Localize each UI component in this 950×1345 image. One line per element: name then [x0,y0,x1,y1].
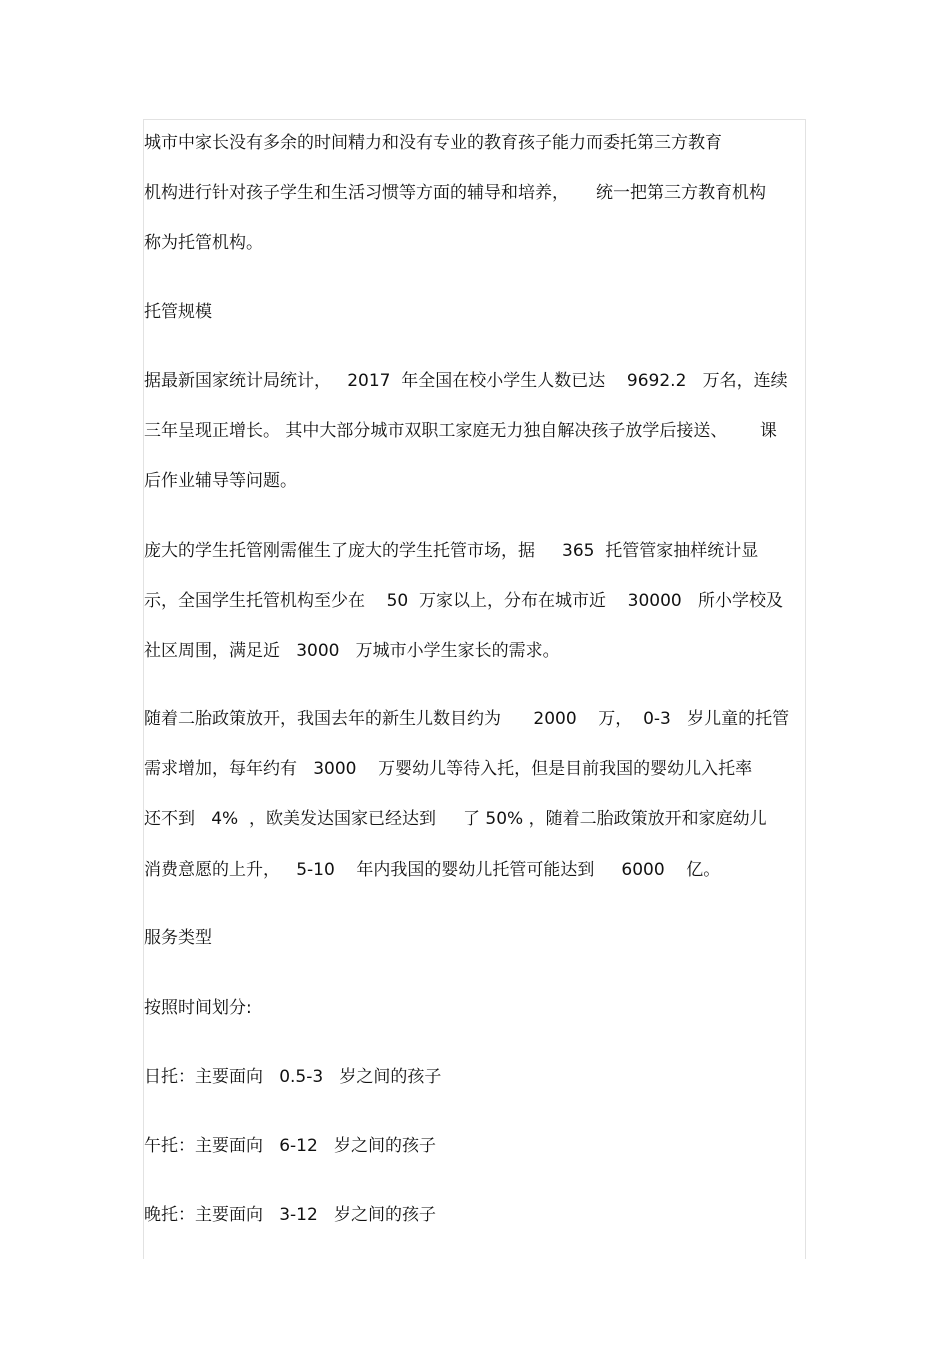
scale-para-3-line-4: 消费意愿的上升， 5-10 年内我国的婴幼儿托管可能达到 6000 亿。 [144,860,721,880]
scale-para-3-line-1: 随着二胎政策放开，我国去年的新生儿数目约为 2000 万， 0-3 岁儿童的托管 [144,709,790,729]
time-division-label: 按照时间划分: [144,998,252,1018]
scale-para-1-line-3: 后作业辅导等问题。 [144,471,297,491]
scale-para-2-line-2: 示，全国学生托管机构至少在 50 万家以上，分布在城市近 30000 所小学校及 [144,591,783,611]
intro-line-3: 称为托管机构。 [144,233,263,253]
scale-para-2-line-1: 庞大的学生托管刚需催生了庞大的学生托管市场，据 365 托管管家抽样统计显 [144,541,759,561]
scale-para-3-line-2: 需求增加，每年约有 3000 万婴幼儿等待入托，但是目前我国的婴幼儿入托率 [144,759,753,779]
intro-line-1: 城市中家长没有多余的时间精力和没有专业的教育孩子能力而委托第三方教育 [144,133,722,153]
list-item-evening-care: 晚托：主要面向 3-12 岁之间的孩子 [144,1205,437,1225]
list-item-noon-care: 午托：主要面向 6-12 岁之间的孩子 [144,1136,437,1156]
heading-service-types: 服务类型 [144,928,212,948]
heading-scale: 托管规模 [144,302,212,322]
scale-para-2-line-3: 社区周围，满足近 3000 万城市小学生家长的需求。 [144,641,560,661]
intro-line-2: 机构进行针对孩子学生和生活习惯等方面的辅导和培养， 统一把第三方教育机构 [144,183,767,203]
scale-para-3-line-3: 还不到 4% ，欧美发达国家已经达到 了 50% ，随着二胎政策放开和家庭幼儿 [144,809,767,829]
list-item-day-care: 日托：主要面向 0.5-3 岁之间的孩子 [144,1067,442,1087]
scale-para-1-line-1: 据最新国家统计局统计， 2017 年全国在校小学生人数已达 9692.2 万名，连续 [144,371,788,391]
scale-para-1-line-2: 三年呈现正增长。 其中大部分城市双职工家庭无力独自解决孩子放学后接送、 课 [144,421,777,441]
